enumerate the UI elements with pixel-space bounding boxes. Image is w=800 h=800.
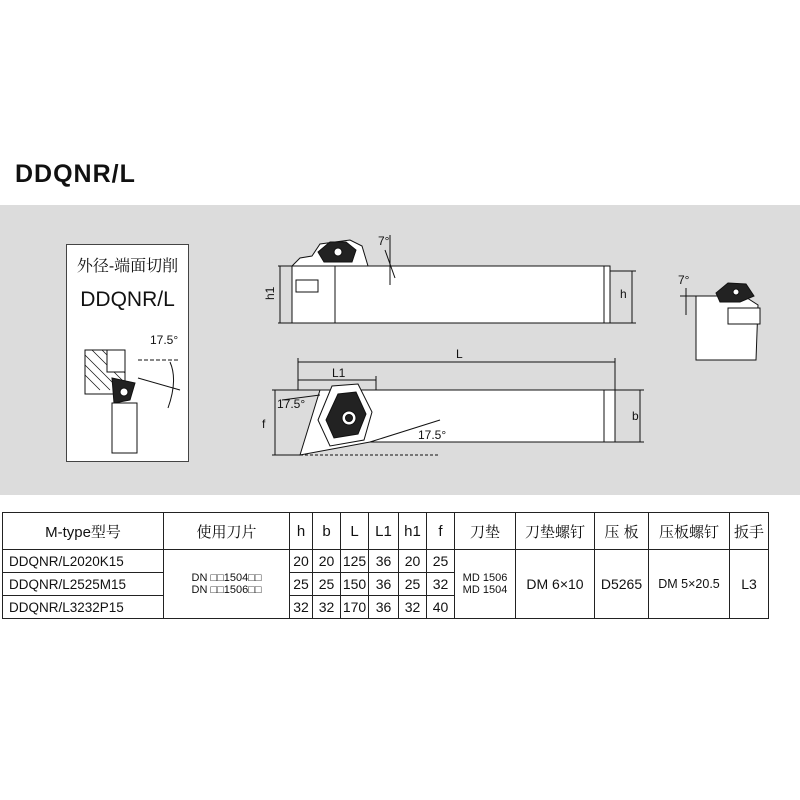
- dim-7deg: 7°: [378, 234, 390, 248]
- cell-insert: [164, 550, 290, 619]
- cell-b: 25: [313, 573, 341, 596]
- operation-sketch: [85, 350, 180, 453]
- table-header-row: [3, 513, 769, 550]
- header-insert: 使用刀片: [164, 513, 290, 550]
- cell-clamp: D5265: [595, 550, 649, 619]
- cell-shim-screw: DM 6×10: [516, 550, 595, 619]
- dim-angle-a: 17.5°: [277, 397, 306, 411]
- header-h: h: [290, 513, 313, 550]
- cell-model: DDQNR/L2020K15: [3, 550, 164, 573]
- cell-h: 20: [290, 550, 313, 573]
- cell-wrench: L3: [730, 550, 769, 619]
- insert-line-1: DN □□1504□□: [191, 572, 262, 584]
- operation-label: 外径-端面切削: [66, 244, 189, 284]
- cell-L: 170: [341, 596, 369, 619]
- tool-side-view: [272, 358, 644, 455]
- header-b: b: [313, 513, 341, 550]
- cell-f: 25: [427, 550, 455, 573]
- cell-model: DDQNR/L2525M15: [3, 573, 164, 596]
- cell-clamp-screw: DM 5×20.5: [649, 550, 730, 619]
- dim-h1: h1: [263, 286, 277, 300]
- header-L: L: [341, 513, 369, 550]
- header-wrench: 扳手: [730, 513, 769, 550]
- cell-h1: 25: [399, 573, 427, 596]
- header-shim: 刀垫: [455, 513, 516, 550]
- cell-h1: 20: [399, 550, 427, 573]
- cell-h: 25: [290, 573, 313, 596]
- cell-f: 40: [427, 596, 455, 619]
- table-row: [3, 550, 769, 573]
- header-clamp-screw: 压板螺钉: [649, 513, 730, 550]
- cell-L: 125: [341, 550, 369, 573]
- shim-line-1: MD 1506: [462, 572, 508, 584]
- cell-L1: 36: [369, 596, 399, 619]
- dim-angle-b: 17.5°: [418, 428, 447, 442]
- cell-L: 150: [341, 573, 369, 596]
- header-h1: h1: [399, 513, 427, 550]
- tool-top-view: [278, 235, 636, 323]
- header-model: M-type型号: [3, 513, 164, 550]
- cell-h: 32: [290, 596, 313, 619]
- cell-b: 32: [313, 596, 341, 619]
- spec-table: [2, 512, 769, 619]
- header-L1: L1: [369, 513, 399, 550]
- cell-b: 20: [313, 550, 341, 573]
- dim-f: f: [262, 417, 266, 431]
- cell-h1: 32: [399, 596, 427, 619]
- dim-L1: L1: [332, 366, 346, 380]
- page-title: DDQNR/L: [15, 160, 136, 188]
- header-clamp: 压 板: [595, 513, 649, 550]
- tool-end-view: [680, 283, 760, 360]
- insert-line-2: DN □□1506□□: [191, 584, 262, 596]
- cell-L1: 36: [369, 573, 399, 596]
- cell-L1: 36: [369, 550, 399, 573]
- cell-model: DDQNR/L3232P15: [3, 596, 164, 619]
- cell-shim: [455, 550, 516, 619]
- dim-L: L: [456, 347, 463, 361]
- dim-b: b: [632, 409, 639, 423]
- header-f: f: [427, 513, 455, 550]
- header-shim-screw: 刀垫螺钉: [516, 513, 595, 550]
- dim-side-7deg: 7°: [678, 273, 690, 287]
- dim-h: h: [620, 287, 627, 301]
- shim-line-2: MD 1504: [462, 584, 508, 596]
- cell-f: 32: [427, 573, 455, 596]
- label-angle: 17.5°: [150, 333, 179, 347]
- model-label: DDQNR/L: [66, 282, 189, 319]
